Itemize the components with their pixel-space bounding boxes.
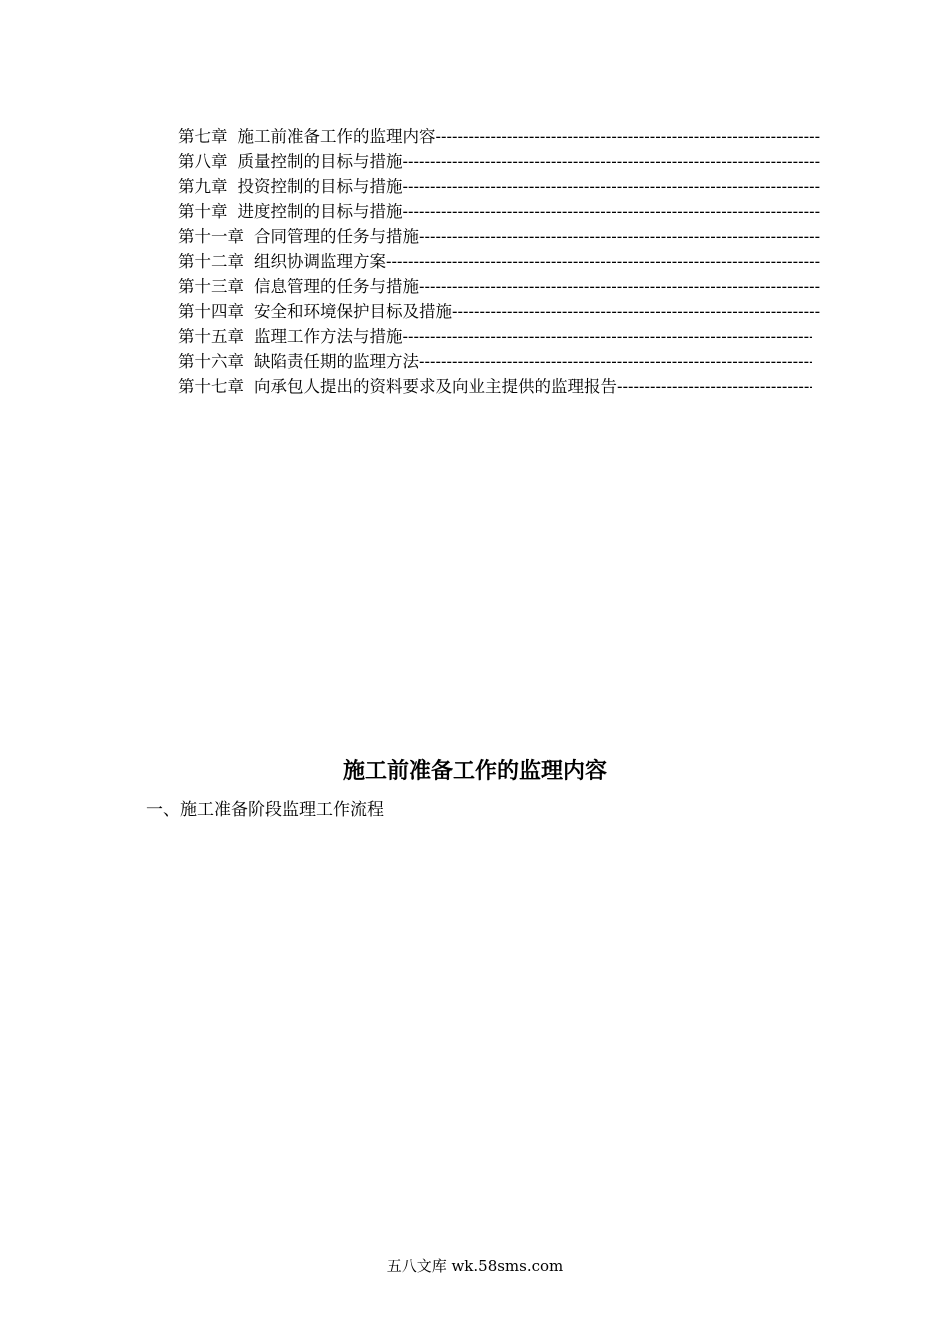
toc-chapter-title: 施工前准备工作的监理内容 <box>237 127 436 146</box>
toc-chapter-title: 缺陷责任期的监理方法 <box>254 352 419 371</box>
toc-leader <box>403 150 821 174</box>
toc-chapter-title: 组织协调监理方案 <box>254 252 386 271</box>
toc-leader <box>436 125 821 149</box>
toc-item[interactable] <box>178 199 820 224</box>
toc-leader <box>403 175 821 199</box>
toc-chapter-number: 第十六章 <box>178 352 244 371</box>
toc-leader <box>403 325 813 349</box>
toc-item[interactable] <box>178 224 820 249</box>
toc-item[interactable] <box>178 274 820 299</box>
toc-chapter-title: 质量控制的目标与措施 <box>237 152 403 171</box>
table-of-contents <box>178 124 820 399</box>
toc-chapter-number: 第十章 <box>178 202 228 221</box>
toc-item[interactable] <box>178 124 820 149</box>
toc-leader <box>419 225 820 249</box>
toc-item[interactable] <box>178 149 820 174</box>
subsection-heading: 一、施工准备阶段监理工作流程 <box>146 800 384 820</box>
toc-chapter-title: 进度控制的目标与措施 <box>237 202 403 221</box>
toc-item[interactable] <box>178 324 820 349</box>
toc-leader <box>419 275 820 299</box>
toc-chapter-title: 合同管理的任务与措施 <box>254 227 419 246</box>
toc-chapter-number: 第九章 <box>178 177 228 196</box>
toc-chapter-title: 向承包人提出的资料要求及向业主提供的监理报告 <box>254 377 617 396</box>
toc-chapter-title: 监理工作方法与措施 <box>254 327 403 346</box>
toc-chapter-number: 第八章 <box>178 152 228 171</box>
toc-chapter-number: 第十二章 <box>178 252 244 271</box>
toc-leader <box>617 375 812 399</box>
toc-item[interactable] <box>178 374 820 399</box>
toc-chapter-number: 第七章 <box>178 127 228 146</box>
toc-chapter-number: 第十三章 <box>178 277 244 296</box>
toc-chapter-number: 第十七章 <box>178 377 244 396</box>
toc-chapter-number: 第十四章 <box>178 302 244 321</box>
toc-chapter-number: 第十五章 <box>178 327 244 346</box>
toc-item[interactable] <box>178 349 820 374</box>
toc-chapter-title: 投资控制的目标与措施 <box>237 177 403 196</box>
footer-watermark: 五八文库 wk.58sms.com <box>386 1257 564 1275</box>
toc-item[interactable] <box>178 249 820 274</box>
toc-item[interactable] <box>178 174 820 199</box>
toc-chapter-title: 安全和环境保护目标及措施 <box>254 302 452 321</box>
toc-chapter-title: 信息管理的任务与措施 <box>254 277 419 296</box>
toc-item[interactable] <box>178 299 820 324</box>
toc-leader <box>386 250 820 274</box>
section-heading: 施工前准备工作的监理内容 <box>342 759 607 784</box>
toc-leader <box>452 300 820 324</box>
toc-chapter-number: 第十一章 <box>178 227 244 246</box>
toc-leader <box>403 200 821 224</box>
toc-leader <box>419 350 812 374</box>
